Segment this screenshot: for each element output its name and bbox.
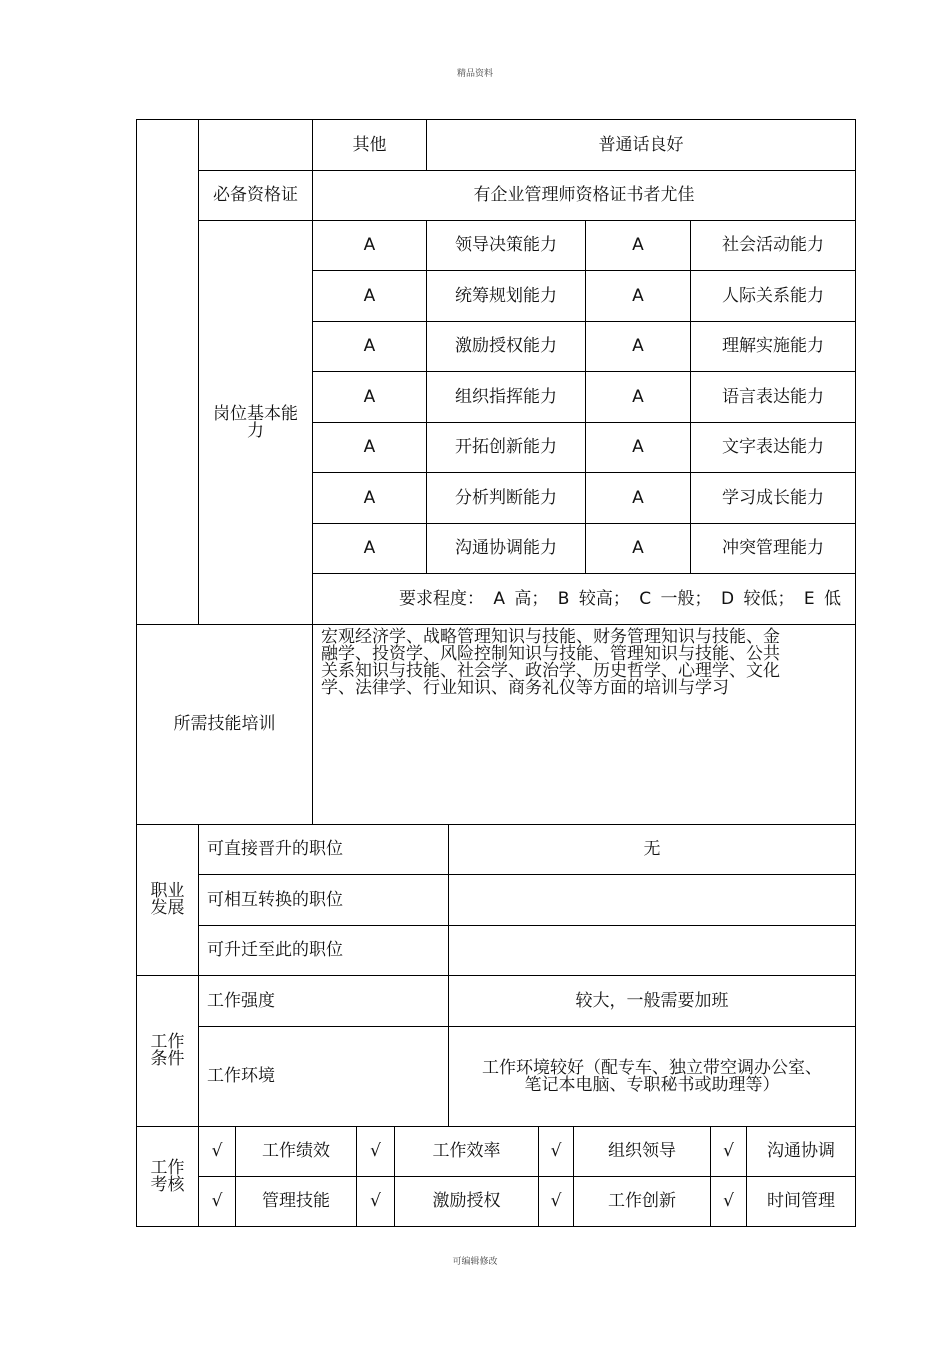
ability-name-2a: 统筹规划能力 [426, 270, 586, 322]
assessment-label-line1: 工作 [150, 1157, 185, 1178]
assessment-item-1-1: 工作绩效 [235, 1126, 357, 1177]
career-direct-promotion-value: 无 [448, 824, 856, 875]
ability-level-2a: A [312, 270, 427, 322]
assessment-check-2-2: √ [356, 1176, 395, 1227]
assessment-item-1-4: 沟通协调 [746, 1126, 856, 1177]
ability-name-1a: 领导决策能力 [426, 220, 586, 271]
ability-level-6a: A [312, 472, 427, 524]
work-environment-value [448, 1026, 856, 1127]
training-label: 所需技能培训 [136, 624, 313, 825]
career-label-line1: 职业 [150, 881, 185, 901]
language-label: 其他 [312, 119, 427, 171]
requirement-legend: 要求程度： A 高； B 较高； C 一般； D 较低； E 低 [312, 573, 856, 625]
blank-category-cell [136, 119, 199, 625]
assessment-check-1-2: √ [356, 1126, 395, 1177]
language-value: 普通话良好 [426, 119, 856, 171]
work-environment-line2: 笔记本电脑、专职秘书或助理等） [524, 1074, 780, 1095]
ability-name-6b: 学习成长能力 [690, 472, 856, 524]
assessment-check-1-1: √ [198, 1126, 236, 1177]
career-label-line2: 发展 [150, 898, 185, 918]
training-line-4: 学、法律学、行业知识、商务礼仪等方面的培训与学习 [321, 678, 729, 698]
ability-name-5a: 开拓创新能力 [426, 422, 586, 473]
ability-level-4a: A [312, 371, 427, 423]
assessment-label-line2: 考核 [150, 1174, 185, 1195]
assessment-check-2-3: √ [538, 1176, 574, 1227]
ability-level-7a: A [312, 523, 427, 574]
work-environment-line1: 工作环境较好（配专车、独立带空调办公室、 [482, 1057, 822, 1078]
ability-name-1b: 社会活动能力 [690, 220, 856, 271]
ability-level-6b: A [585, 472, 691, 524]
assessment-item-2-2: 激励授权 [394, 1176, 539, 1227]
ability-name-4a: 组织指挥能力 [426, 371, 586, 423]
training-line-2: 融学、投资学、风险控制知识与技能、管理知识与技能、公共 [321, 644, 780, 664]
abilities-label [198, 220, 313, 625]
assessment-item-2-3: 工作创新 [573, 1176, 711, 1227]
assessment-check-1-3: √ [538, 1126, 574, 1177]
ability-level-7b: A [585, 523, 691, 574]
ability-level-1b: A [585, 220, 691, 271]
career-direct-promotion-label: 可直接晋升的职位 [198, 824, 449, 875]
ability-name-4b: 语言表达能力 [690, 371, 856, 423]
assessment-label [136, 1126, 199, 1227]
ability-level-1a: A [312, 220, 427, 271]
ability-level-4b: A [585, 371, 691, 423]
conditions-label [136, 975, 199, 1127]
assessment-check-2-4: √ [710, 1176, 747, 1227]
ability-level-5b: A [585, 422, 691, 473]
assessment-check-2-1: √ [198, 1176, 236, 1227]
ability-name-6a: 分析判断能力 [426, 472, 586, 524]
language-blank-cell [198, 119, 313, 171]
assessment-item-1-3: 组织领导 [573, 1126, 711, 1177]
career-feeder-position-value [448, 925, 856, 976]
job-description-table [136, 119, 856, 1227]
ability-level-5a: A [312, 422, 427, 473]
conditions-label-line1: 工作 [150, 1032, 185, 1052]
ability-name-7b: 冲突管理能力 [690, 523, 856, 574]
conditions-label-line2: 条件 [150, 1049, 185, 1069]
training-content [312, 624, 856, 825]
training-line-3: 关系知识与技能、社会学、政治学、历史哲学、心理学、文化 [321, 661, 780, 681]
assessment-check-1-4: √ [710, 1126, 747, 1177]
career-label [136, 824, 199, 976]
work-intensity-label: 工作强度 [198, 975, 449, 1027]
career-lateral-transfer-value [448, 874, 856, 926]
ability-name-2b: 人际关系能力 [690, 270, 856, 322]
assessment-item-2-1: 管理技能 [235, 1176, 357, 1227]
ability-name-3a: 激励授权能力 [426, 321, 586, 372]
ability-level-2b: A [585, 270, 691, 322]
page-header-note: 精品资料 [456, 69, 493, 79]
abilities-label-line2: 力 [247, 420, 264, 441]
certificate-label: 必备资格证 [198, 170, 313, 221]
ability-level-3a: A [312, 321, 427, 372]
certificate-value: 有企业管理师资格证书者尤佳 [312, 170, 856, 221]
page-footer-note: 可编辑修改 [452, 1257, 498, 1267]
abilities-label-line1: 岗位基本能 [213, 403, 298, 424]
assessment-item-1-2: 工作效率 [394, 1126, 539, 1177]
ability-name-3b: 理解实施能力 [690, 321, 856, 372]
work-intensity-value: 较大，一般需要加班 [448, 975, 856, 1027]
ability-name-7a: 沟通协调能力 [426, 523, 586, 574]
training-line-1: 宏观经济学、战略管理知识与技能、财务管理知识与技能、金 [321, 627, 780, 647]
assessment-item-2-4: 时间管理 [746, 1176, 856, 1227]
career-feeder-position-label: 可升迁至此的职位 [198, 925, 449, 976]
career-lateral-transfer-label: 可相互转换的职位 [198, 874, 449, 926]
work-environment-label: 工作环境 [198, 1026, 449, 1127]
ability-name-5b: 文字表达能力 [690, 422, 856, 473]
ability-level-3b: A [585, 321, 691, 372]
